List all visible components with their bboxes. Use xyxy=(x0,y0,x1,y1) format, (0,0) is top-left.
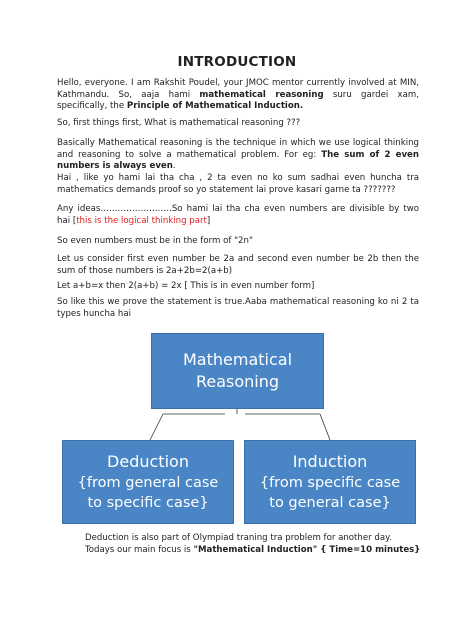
induction-desc-line1: {from specific case xyxy=(259,475,401,491)
form-paragraph: So even numbers must be in the form of "2n" xyxy=(57,236,253,246)
deduction-title: Deduction xyxy=(107,452,189,471)
mathematical-reasoning-box xyxy=(151,333,324,409)
mathematical-reasoning-line2: Reasoning xyxy=(195,372,280,391)
induction-box xyxy=(244,440,416,524)
definition-example-bold: The sum of 2 even numbers is always even xyxy=(57,149,419,172)
proof-demand-paragraph: Hai , like yo hami lai tha cha , 2 ta even no ko sum sadhai even huncha tra mathematics demands proof so yo statement lai prove kasari garne ta ??????? xyxy=(57,173,419,195)
ideas-text-end: ] xyxy=(206,215,211,226)
question-paragraph: So, first things first, What is mathematical reasoning ??? xyxy=(57,118,301,128)
intro-text-2: suru gardei xam, specifically, the xyxy=(57,89,419,112)
page-title: INTRODUCTION xyxy=(177,54,297,70)
definition-text-end: . xyxy=(172,161,176,172)
deduction-desc-line2: to specific case} xyxy=(87,495,209,511)
ideas-text: Any ideas…………………….So hami lai tha cha even numbers are divisible by two hai [ xyxy=(57,204,419,226)
logical-thinking-highlight: this is the logical thinking part xyxy=(76,215,207,226)
footer-line1: Deduction is also part of Olympiad traning tra problem for another day. xyxy=(85,533,392,543)
let-paragraph: Let a+b=x then 2(a+b) = 2x [ This is in even number form] xyxy=(57,281,315,291)
consider-paragraph: Let us consider first even number be 2a and second even number be 2b then the sum of those numbers is 2a+2b=2(a+b) xyxy=(57,254,419,276)
induction-desc-line2: to general case} xyxy=(269,495,391,511)
definition-text: Basically Mathematical reasoning is the technique in which we use logical thinking and reasoning to solve a mathematical problem. For eg: xyxy=(57,138,419,160)
conclusion-paragraph: So like this we prove the statement is true.Aaba mathematical reasoning ko ni 2 ta types huncha hai xyxy=(57,297,419,319)
footer-line2 xyxy=(85,545,435,557)
induction-title: Induction xyxy=(292,452,368,471)
intro-text: Hello, everyone. I am Rakshit Poudel, your JMOC mentor currently involved at MIN, Kathmandu. So, aaja hami xyxy=(57,78,419,100)
deduction-desc-line1: {from general case xyxy=(77,475,219,491)
connector-to-deduction xyxy=(150,414,163,440)
intro-bold-topic: mathematical reasoning xyxy=(199,89,324,100)
deduction-box xyxy=(62,440,234,524)
mathematical-reasoning-line1: Mathematical xyxy=(182,350,293,369)
footer-focus-bold: "Mathematical Induction" { Time=10 minutes} xyxy=(193,545,421,555)
connector-to-induction xyxy=(320,414,330,440)
footer-focus-text: Todays our main focus is xyxy=(85,545,194,555)
intro-bold-principle: Principle of Mathematical Induction. xyxy=(126,101,304,112)
